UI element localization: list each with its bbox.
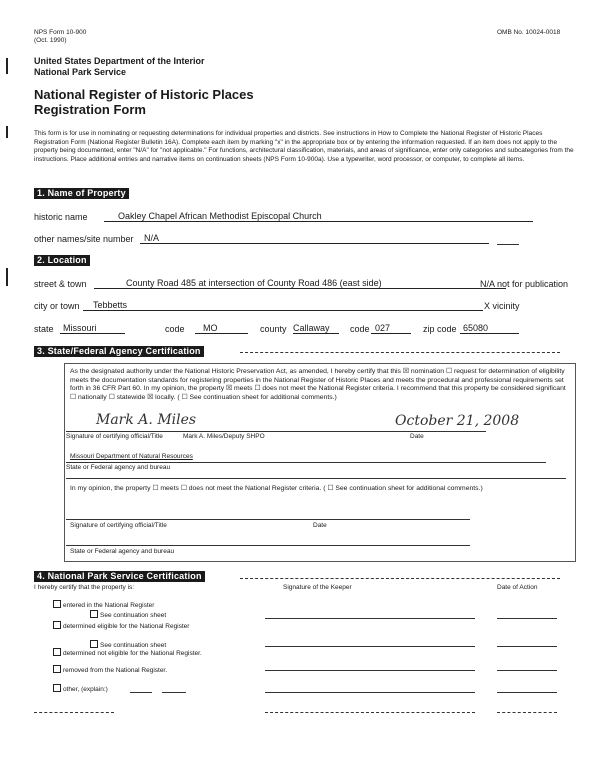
bottom-rule <box>34 712 114 713</box>
not-for-publication: N/A not for publication <box>480 279 569 289</box>
agency-label-2: State or Federal agency and bureau <box>70 548 175 555</box>
signature-line-2 <box>66 519 470 520</box>
heading-rule <box>240 578 560 579</box>
action-line <box>497 692 557 693</box>
city-value[interactable]: Tebbetts <box>83 300 483 311</box>
see-continuation-1[interactable] <box>90 610 166 619</box>
margin-mark <box>6 58 8 74</box>
state-code-value[interactable]: MO <box>195 323 248 334</box>
zip-label: zip code <box>423 324 457 334</box>
signature-script: Mark A. Miles <box>96 412 197 428</box>
street-label: street & town <box>34 279 87 289</box>
removed-item[interactable] <box>53 665 167 674</box>
item-label: removed from the National Register. <box>63 667 168 674</box>
keeper-line <box>265 646 475 647</box>
bottom-rule <box>497 712 557 713</box>
form-title-line2: Registration Form <box>34 102 146 117</box>
zip-value[interactable]: 65080 <box>460 323 519 334</box>
item-label: determined eligible for the National Register <box>63 623 190 630</box>
service: National Park Service <box>34 67 127 77</box>
county-value[interactable]: Callaway <box>293 323 339 334</box>
checkbox[interactable] <box>53 648 61 656</box>
other-line <box>130 692 152 693</box>
date-label: Date <box>410 433 424 440</box>
checkbox[interactable] <box>90 640 98 648</box>
certification-text: As the designated authority under the National Historic Preservation Act, as amended, I hereby certify that this ☒ nomination ☐ request for determination of eligibility meets the documentation standards for registering properties in the National Register of Historic Places and meets the procedural and professional requirements set forth in 36 CFR Part 60. In my opinion, the property ☒ meets ☐ does not meet the National Register criteria. I recommend that this property be considered significant ☐ nationally ☐ statewide ☒ locally. ( ☐ See continuation sheet for additional comments.) <box>70 368 566 402</box>
margin-mark <box>6 126 8 138</box>
keeper-line <box>265 692 475 693</box>
department: United States Department of the Interior <box>34 56 205 66</box>
other-names-label: other names/site number <box>34 234 134 244</box>
item-label: See continuation sheet <box>100 612 167 619</box>
historic-name-value[interactable]: Oakley Chapel African Methodist Episcopal Church <box>104 211 533 222</box>
date-script: October 21, 2008 <box>395 413 520 429</box>
state-code-label: code <box>165 324 185 334</box>
signer-name: Mark A. Miles/Deputy SHPO <box>183 433 265 440</box>
county-code-value[interactable]: 027 <box>371 323 411 334</box>
entered-item[interactable] <box>53 600 154 609</box>
action-label: Date of Action <box>497 584 538 591</box>
checkbox[interactable] <box>53 621 61 629</box>
street-value[interactable]: County Road 485 at intersection of County Road 486 (east side) <box>94 278 506 289</box>
section-2-heading: 2. Location <box>34 255 90 266</box>
checkbox[interactable] <box>53 684 61 692</box>
other-item[interactable] <box>53 684 108 693</box>
checkbox[interactable] <box>53 665 61 673</box>
state-value[interactable]: Missouri <box>60 323 125 334</box>
vicinity: X vicinity <box>484 301 520 311</box>
item-label: entered in the National Register <box>63 602 155 609</box>
city-label: city or town <box>34 301 80 311</box>
checkbox[interactable] <box>90 610 98 618</box>
keeper-label: Signature of the Keeper <box>283 584 352 591</box>
date-label-2: Date <box>313 522 327 529</box>
not-eligible-item[interactable] <box>53 648 202 657</box>
inner-divider <box>66 478 566 479</box>
agency-line <box>66 462 546 463</box>
keeper-line <box>265 670 475 671</box>
action-line <box>497 618 557 619</box>
form-revision: (Oct. 1990) <box>34 37 67 44</box>
action-line <box>497 646 557 647</box>
county-code-label: code <box>350 324 370 334</box>
certify-statement: I hereby certify that the property is: <box>34 584 135 591</box>
agency-label: State or Federal agency and bureau <box>66 464 171 471</box>
signature-label: Signature of certifying official/Title <box>66 433 163 440</box>
item-label: determined not eligible for the National Register. <box>63 650 202 657</box>
other-line <box>162 692 186 693</box>
keeper-line <box>265 618 475 619</box>
section-3-heading: 3. State/Federal Agency Certification <box>34 346 204 357</box>
opinion-text: In my opinion, the property ☐ meets ☐ does not meet the National Register criteria. ( ☐ See continuation sheet for additional comments.) <box>70 485 483 492</box>
section-1-heading: 1. Name of Property <box>34 188 129 199</box>
signature-label-2: Signature of certifying official/Title <box>70 522 167 529</box>
agency-line-2 <box>66 545 470 546</box>
margin-mark <box>6 268 8 286</box>
blank-line <box>497 244 519 245</box>
form-number: NPS Form 10-900 <box>34 29 87 36</box>
section-4-heading: 4. National Park Service Certification <box>34 571 205 582</box>
omb-number: OMB No. 10024-0018 <box>497 29 561 36</box>
item-label: See continuation sheet <box>100 642 167 649</box>
signature-line <box>66 431 486 432</box>
other-names-value[interactable]: N/A <box>140 233 489 244</box>
agency-value: Missouri Department of Natural Resources <box>70 453 193 460</box>
eligible-item[interactable] <box>53 621 189 630</box>
county-label: county <box>260 324 287 334</box>
intro-instructions: This form is for use in nominating or requesting determinations for individual properties and districts. See instructions in How to Complete the National Register of Historic Places Registration Form (National Register Bulletin 16A). Complete each item by marking "x" in the appropriate box or by entering the information requested. If an item does not apply to the property being documented, enter "N/A" for "not applicable." For functions, architectural classification, materials, and areas of significance, enter only categories and subcategories from the instructions. Place additional entries and narrative items on continuation sheets (NPS Form 10-900a). Use a typewriter, word processor, or computer, to complete all items. <box>34 130 574 163</box>
heading-rule <box>240 352 560 353</box>
checkbox[interactable] <box>53 600 61 608</box>
action-line <box>497 670 557 671</box>
bottom-rule <box>265 712 475 713</box>
item-label: other, (explain:) <box>63 686 108 693</box>
form-title-line1: National Register of Historic Places <box>34 87 254 102</box>
state-label: state <box>34 324 54 334</box>
historic-name-label: historic name <box>34 212 88 222</box>
